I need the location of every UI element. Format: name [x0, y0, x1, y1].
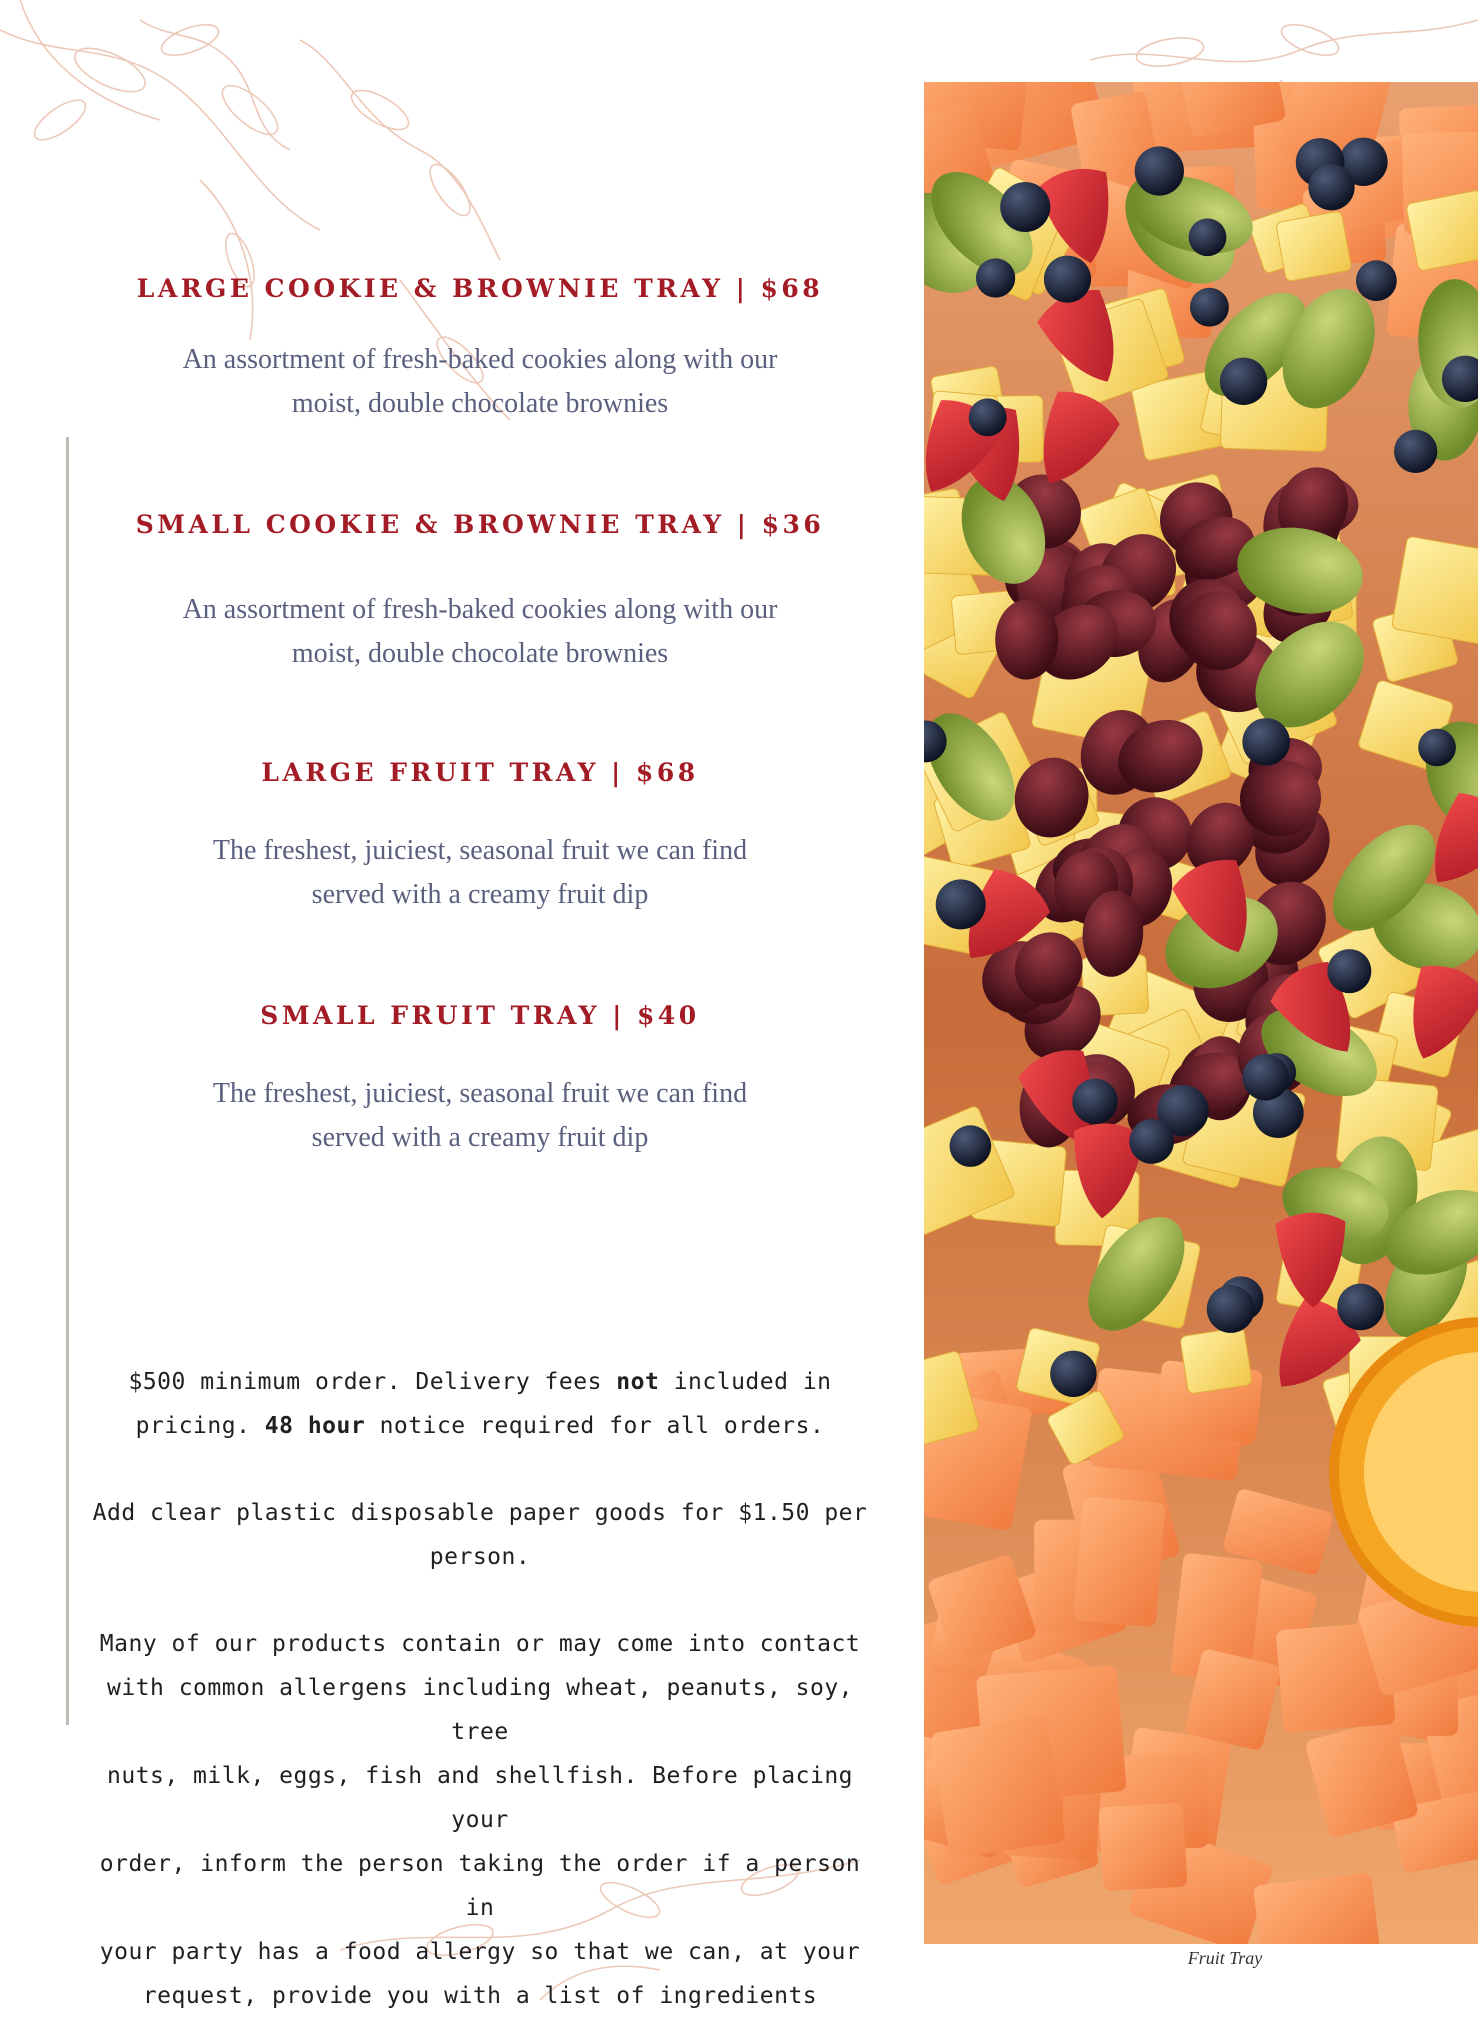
blueberry [1000, 182, 1050, 232]
menu-item-title: LARGE COOKIE & BROWNIE TRAY | $68 [136, 274, 824, 303]
blueberry [1050, 1351, 1096, 1397]
menu-item-description [80, 829, 880, 917]
menu-item-title: LARGE FRUIT TRAY | $68 [261, 758, 699, 787]
blueberry [1135, 146, 1184, 195]
melon-chunk [1099, 1803, 1188, 1892]
pineapple-chunk [1391, 536, 1478, 646]
description-line: served with a creamy fruit dip [311, 1122, 649, 1153]
pineapple-chunk [1276, 211, 1352, 282]
paper-goods-note [80, 1491, 880, 1579]
blueberry [1356, 260, 1397, 301]
note-text: $500 minimum order. Delivery fees [128, 1369, 617, 1395]
pineapple-chunk [1180, 1327, 1253, 1394]
blueberry [969, 398, 1007, 436]
note-line: person. [429, 1544, 531, 1570]
blueberry [936, 879, 986, 929]
note-emphasis: 48 hour [264, 1413, 366, 1439]
blueberry [1189, 218, 1227, 256]
blueberry [1394, 430, 1437, 473]
blueberry [1044, 256, 1091, 303]
blueberry [1337, 1284, 1384, 1331]
order-policy-note [80, 1360, 880, 1448]
blueberry [1418, 729, 1456, 767]
allergen-note [80, 1622, 880, 2018]
blueberry [1327, 949, 1371, 993]
note-line: nuts, milk, eggs, fish and shellfish. Before placing your [106, 1763, 854, 1833]
blueberry [1220, 358, 1267, 405]
note-line: order, inform the person taking the order if a person in [99, 1851, 861, 1921]
blueberry [1072, 1079, 1117, 1124]
note-line: Many of our products contain or may come into contact [99, 1631, 861, 1657]
order-policy-line [80, 1360, 880, 1404]
pineapple-chunk [1406, 190, 1478, 272]
blueberry [976, 258, 1015, 297]
description-line: moist, double chocolate brownies [291, 638, 669, 669]
blueberry [1242, 1054, 1288, 1100]
note-line: with common allergens including wheat, peanuts, soy, tree [106, 1675, 854, 1745]
blueberry [1207, 1285, 1255, 1333]
note-line: request, provide you with a list of ingredients [142, 1983, 818, 2009]
description-line: An assortment of fresh-baked cookies along with our [182, 344, 778, 375]
order-policy-line [80, 1404, 880, 1448]
fruit-tray-photo [924, 82, 1478, 1944]
description-line: An assortment of fresh-baked cookies along with our [182, 594, 778, 625]
note-text: included in [659, 1369, 832, 1395]
description-line: served with a creamy fruit dip [311, 879, 649, 910]
blueberry [1190, 288, 1229, 327]
menu-item-description [80, 588, 880, 676]
fruit-illustration [924, 82, 1478, 1944]
note-line: your party has a food allergy so that we can, at your [99, 1939, 861, 1965]
description-line: The freshest, juiciest, seasonal fruit we can find [212, 835, 748, 866]
photo-caption: Fruit Tray [1187, 1948, 1263, 1968]
note-line: Add clear plastic disposable paper goods for $1.50 per [92, 1500, 868, 1526]
note-emphasis: not [616, 1369, 660, 1395]
note-text: pricing. [135, 1413, 265, 1439]
blueberry [1242, 718, 1289, 765]
blueberry [1129, 1119, 1174, 1164]
description-line: moist, double chocolate brownies [291, 388, 669, 419]
description-line: The freshest, juiciest, seasonal fruit we can find [212, 1078, 748, 1109]
blueberry [950, 1125, 992, 1167]
note-text: notice required for all orders. [365, 1413, 825, 1439]
blueberry [1308, 164, 1354, 210]
menu-item-title: SMALL COOKIE & BROWNIE TRAY | $36 [135, 510, 825, 539]
menu-item-description [80, 1072, 880, 1160]
left-vertical-rule [66, 437, 69, 1725]
melon-chunk [931, 1715, 1066, 1859]
menu-item-description [80, 338, 880, 426]
melon-chunk [1073, 1496, 1166, 1627]
menu-item-title: SMALL FRUIT TRAY | $40 [260, 1001, 700, 1030]
